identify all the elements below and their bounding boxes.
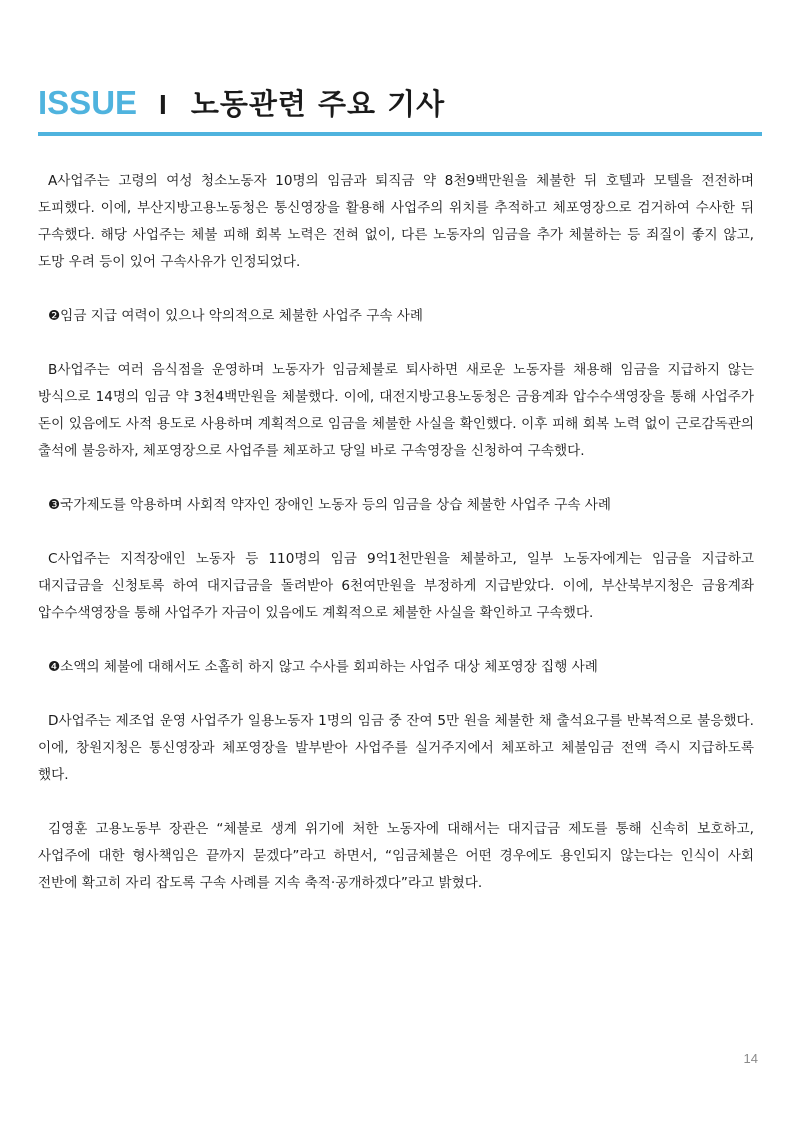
section-heading-2: ❷임금 지급 여력이 있으나 악의적으로 체불한 사업주 구속 사례 bbox=[48, 308, 424, 324]
section-heading-4: ❹소액의 체불에 대해서도 소홀히 하지 않고 수사를 회피하는 사업주 대상 체포영장 집행 사례 bbox=[48, 659, 598, 675]
paragraph-case-b: B사업주는 여러 음식점을 운영하며 노동자가 임금체불로 퇴사하면 새로운 노동자를 채용해 임금을 지급하지 않는 방식으로 14명의 임금 약 3천4백만원을 체불했다. 이에, 대전지방고용노동청은 금융계좌 압수수색영장을 통해 사업주가 돈이 있음에도 사적 용도로 사용하며 계획적으로 임금을 체불한 사실을 확인했다. 이후 피해 회복 노력 없이 근로감독관의 출석에 불응하자, 체포영장으로 사업주를 체포하고 당일 바로 구속영장을 신청하여 구속했다. bbox=[38, 362, 754, 459]
header-text bbox=[38, 86, 445, 119]
issue-label: ISSUE bbox=[38, 84, 138, 121]
paragraph-minister-quote: 김영훈 고용노동부 장관은 “체불로 생계 위기에 처한 노동자에 대해서는 대지급금 제도를 통해 신속히 보호하고, 사업주에 대한 형사책임은 끝까지 묻겠다”라고 하면서, “임금체불은 어떤 경우에도 용인되지 않는다는 인식이 사회 전반에 확고히 자리 잡도록 구속 사례를 지속 축적·공개하겠다”라고 밝혔다. bbox=[38, 821, 754, 891]
paragraph-case-c: C사업주는 지적장애인 노동자 등 110명의 임금 9억1천만원을 체불하고, 일부 노동자에게는 임금을 지급하고 대지급금을 신청토록 하여 대지급금을 돌려받아 6천여만원을 부정하게 지급받았다. 이에, 부산북부지청은 금융계좌 압수수색영장을 통해 사업주가 자금이 있음에도 계획적으로 체불한 사실을 확인하고 구속했다. bbox=[38, 551, 754, 621]
paragraph-case-d: D사업주는 제조업 운영 사업주가 일용노동자 1명의 임금 중 잔여 5만 원을 체불한 채 출석요구를 반복적으로 불응했다. 이에, 창원지청은 통신영장과 체포영장을 발부받아 사업주를 실거주지에서 체포하고 체불임금 전액 즉시 지급하도록 했다. bbox=[38, 713, 754, 783]
header-separator: I bbox=[159, 89, 167, 120]
page-title: 노동관련 주요 기사 bbox=[190, 87, 446, 121]
page-header bbox=[38, 86, 762, 138]
paragraph-case-a: A사업주는 고령의 여성 청소노동자 10명의 임금과 퇴직금 약 8천9백만원을 체불한 뒤 호텔과 모텔을 전전하며 도피했다. 이에, 부산지방고용노동청은 통신영장을 활용해 사업주의 위치를 추적하고 체포영장으로 검거하여 수사한 뒤 구속했다. 해당 사업주는 체불 피해 회복 노력은 전혀 없이, 다른 노동자의 임금을 추가 체불하는 등 죄질이 좋지 않고, 도망 우려 등이 있어 구속사유가 인정되었다. bbox=[38, 173, 754, 270]
header-rule bbox=[38, 132, 762, 136]
page-number: 14 bbox=[743, 1051, 758, 1066]
section-heading-3: ❸국가제도를 악용하며 사회적 약자인 장애인 노동자 등의 임금을 상습 체불한 사업주 구속 사례 bbox=[48, 497, 612, 513]
article-body bbox=[38, 168, 754, 897]
